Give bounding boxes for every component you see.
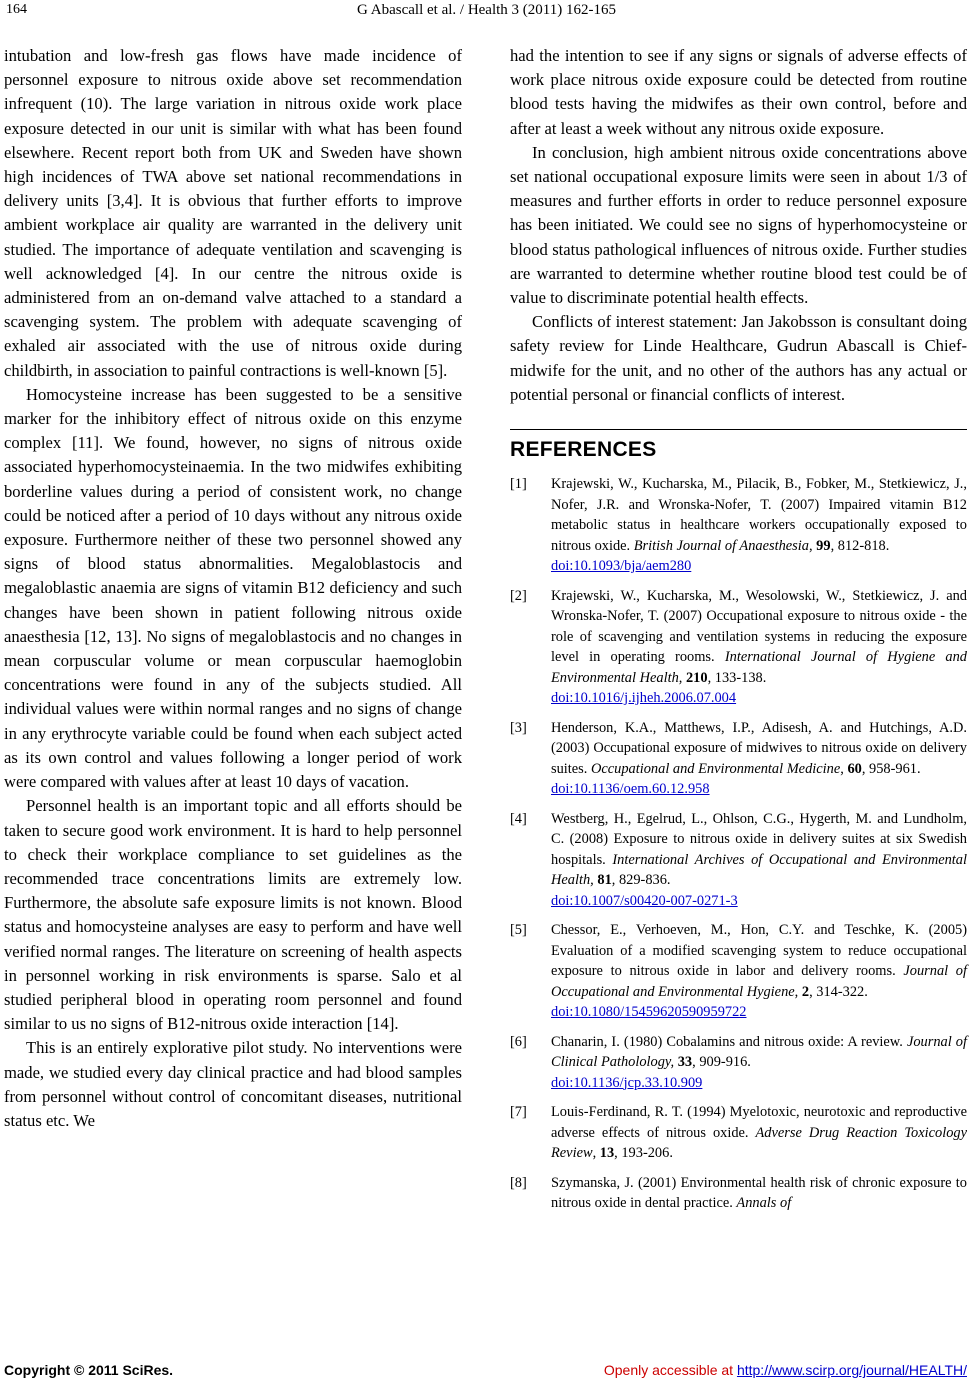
reference-item <box>510 1173 967 1214</box>
reference-text <box>551 1173 967 1214</box>
body-paragraph: Homocysteine increase has been suggested to be a sensitive marker for the inhibitory effect of nitrous oxide on this enzyme complex [11]. We found, however, no signs of nitrous oxide associated hyperhomocysteinaemia. In the two midwifes exhibiting borderline values during a period of consistent work, no change could be noticed after a period of 10 days without any nitrous oxide exposure. Furthermore neither of these two personnel showed any signs of blood status abnormalities. Megaloblastocis and megaloblastic anaemia are signs of vitamin B12 deficiency and such changes have been shown in patient following nitrous oxide anaesthesia [12, 13]. No signs of megaloblastocis and no changes in mean corpuscular volume or mean corpuscular haemoglobin concentrations were found in any of the subjects studied. All individual values were within normal ranges and no signs of change in any erythrocyte variable could be found when each subject acted as its own control and values following a longer period of work were compared with values after at least 10 days of vacation. <box>4 384 462 792</box>
reference-volume: 81 <box>597 872 612 889</box>
reference-pages: , 314-322. <box>809 983 868 1000</box>
reference-number: [7] <box>510 1104 527 1121</box>
reference-item <box>510 809 967 912</box>
footer-access-text: Openly accessible at <box>603 1362 737 1378</box>
body-paragraph: Conflicts of interest statement: Jan Jakobsson is consultant doing safety review for Linde Healthcare, Gudrun Abascall is Chief-midwife for the unit, and no other of the authors has any actual or potential personal or financial conflicts of interest. <box>510 312 967 404</box>
reference-journal: International Archives of Occupational and Environmental Health, <box>551 851 967 889</box>
reference-volume: 60 <box>847 760 862 777</box>
reference-separator: , <box>840 760 848 777</box>
reference-authors-title: Krajewski, W., Kucharska, M., Wesolowski, W., Stetkiewicz, J. and Wronska-Nofer, T. (2007) Occupational exposure to nitrous oxide - the role of scavenging and ventilation systems in reducing the exposure level in operating rooms. <box>551 587 967 666</box>
reference-pages: , 812-818. <box>830 537 890 554</box>
reference-number: [2] <box>510 587 527 604</box>
reference-number: [3] <box>510 719 527 736</box>
reference-text <box>551 920 967 1023</box>
reference-journal: International Journal of Hygiene and Environmental Health, <box>551 649 967 686</box>
reference-text <box>551 1102 967 1164</box>
reference-pages: , 909-916. <box>692 1054 751 1071</box>
reference-number: [8] <box>510 1174 527 1191</box>
reference-pages: , 829-836. <box>611 872 671 889</box>
reference-list <box>510 474 967 1214</box>
body-paragraph: Personnel health is an important topic and all efforts should be taken to secure good work environment. It is hard to help personnel to check their workplace compliance to set guidelines as the recommended trace concentrations limits are extremely low. Furthermore, the absolute safe exposure limits is not known. Blood status and homocysteine analyses are easy to perform and have well verified normal ranges. The literature on screening of health aspects in personnel working in risk environments is sparse. Salo et al studied peripheral blood in operating room personnel and found similar to us no signs of B12-nitrous oxide interaction [14]. <box>4 796 462 1034</box>
reference-text <box>551 718 967 800</box>
doi-link[interactable]: doi:10.1016/j.ijheh.2006.07.004 <box>551 690 737 707</box>
reference-authors-title: Westberg, H., Egelrud, L., Ohlson, C.G., Hygerth, M. and Lundholm, C. (2008) Exposure to nitrous oxide in delivery suites at six Swedish hospitals. <box>551 810 967 868</box>
journal-link[interactable]: http://www.scirp.org/journal/HEALTH/ <box>736 1362 967 1378</box>
reference-text <box>551 809 967 912</box>
reference-text <box>551 586 967 709</box>
doi-link[interactable]: doi:10.1093/bja/aem280 <box>551 558 692 575</box>
reference-separator: , <box>794 983 802 1000</box>
reference-item <box>510 1032 967 1094</box>
reference-separator: , <box>808 537 817 554</box>
reference-authors-title: Henderson, K.A., Matthews, I.P., Adisesh, A. and Hutchings, A.D. (2003) Occupational exposure of midwives to nitrous oxide on delivery suites. <box>551 719 967 777</box>
reference-authors-title: Louis-Ferdinand, R. T. (1994) Myelotoxic, neurotoxic and reproductive adverse effects of nitrous oxide. <box>551 1104 967 1141</box>
reference-separator: , <box>592 1145 600 1162</box>
doi-link[interactable]: doi:10.1136/jcp.33.10.909 <box>551 1074 703 1091</box>
running-head: G Abascall et al. / Health 3 (2011) 162-165 <box>357 2 616 18</box>
body-paragraph: had the intention to see if any signs or signals of adverse effects of work place nitrous oxide exposure could be detected from routine blood tests having the midwifes as their own control, before and after at least a week without any nitrous oxide exposure. <box>510 46 967 138</box>
reference-authors-title: Krajewski, W., Kucharska, M., Pilacik, B., Fobker, M., Stetkiewicz, J., Nofer, J.R. and Wronska-Nofer, T. (2007) Impaired vitamin B12 metabolic status in healthcare workers occupationally exposed to nitrous oxide. <box>551 476 967 554</box>
reference-pages: , 958-961. <box>861 760 921 777</box>
doi-link[interactable]: doi:10.1080/15459620590959722 <box>551 1004 747 1021</box>
reference-item <box>510 1102 967 1164</box>
reference-text <box>551 1032 967 1094</box>
reference-journal: Occupational and Environmental Medicine <box>590 760 841 777</box>
reference-journal: Journal of Occupational and Environmental Hygiene <box>551 963 968 1000</box>
reference-journal: Adverse Drug Reaction Toxicology Review <box>551 1124 967 1162</box>
reference-volume: 210 <box>685 669 708 686</box>
footer-access <box>604 1362 967 1378</box>
reference-volume: 13 <box>599 1145 615 1162</box>
reference-number: [6] <box>510 1033 527 1050</box>
reference-number: [5] <box>510 922 527 939</box>
footer-copyright: Copyright © 2011 SciRes. <box>4 1362 174 1378</box>
reference-pages: , 193-206. <box>614 1145 673 1162</box>
reference-volume: 33 <box>677 1054 693 1071</box>
reference-text <box>551 474 967 577</box>
left-column <box>4 44 462 1133</box>
body-paragraph: This is an entirely explorative pilot study. No interventions were made, we studied every day clinical practice and had blood samples from personnel without control of concomitant diseases, nutritional status etc. We <box>4 1038 462 1130</box>
body-paragraph: In conclusion, high ambient nitrous oxide concentrations above set national occupational exposure limits were seen in about 1/3 of measures and further efforts in order to reduce personnel exposure has been initiated. We could see no signs of hyperhomocysteine or blood status pathological influences of nitrous oxide. Further studies are warranted to determine whether routine blood test could be of value to discriminate potential health effects. <box>510 142 967 308</box>
reference-volume: 99 <box>816 537 831 554</box>
reference-item <box>510 586 967 709</box>
reference-authors-title: Chanarin, I. (1980) Cobalamins and nitrous oxide: A review. <box>551 1033 907 1050</box>
reference-number: [4] <box>510 810 527 827</box>
reference-volume: 2 <box>801 983 810 1000</box>
reference-authors-title: Szymanska, J. (2001) Environmental health risk of chronic exposure to nitrous oxide in dental practice. <box>551 1174 967 1212</box>
reference-item <box>510 920 967 1023</box>
page-number: 164 <box>6 2 27 17</box>
reference-item <box>510 718 967 800</box>
reference-pages: , 133-138. <box>707 669 767 686</box>
references-heading: REFERENCES <box>510 438 657 462</box>
reference-number: [1] <box>510 476 527 493</box>
reference-authors-title: Chessor, E., Verhoeven, M., Hon, C.Y. and Teschke, K. (2005) Evaluation of a modified scavenging system to reduce occupational exposure to nitrous oxide in labor and delivery rooms. <box>551 922 967 980</box>
section-divider <box>510 429 967 430</box>
reference-item <box>510 474 967 577</box>
body-paragraph: intubation and low-fresh gas flows have made incidence of personnel exposure to nitrous oxide above set recommendation infrequent (10). The large variation in nitrous oxide work place exposure detected in our unit is similar with what has been found elsewhere. Recent report both from UK and Sweden have shown high incidences of TWA above set national recommendations in delivery units [3,4]. It is obvious that further efforts to improve ambient workplace air quality are warranted in the delivery unit studied. The importance of adequate ventilation and scavenging is well acknowledged [4]. In our centre the nitrous oxide is administered from an on-demand valve attached to a standard a scavenging system. The problem with adequate scavenging of exhaled air associated with the use of nitrous oxide during childbirth, in association to painful contractions is well-known [5]. <box>4 46 462 380</box>
reference-journal: Annals of <box>736 1195 792 1212</box>
right-column <box>510 44 967 1223</box>
doi-link[interactable]: doi:10.1136/oem.60.12.958 <box>551 781 710 798</box>
doi-link[interactable]: doi:10.1007/s00420-007-0271-3 <box>551 892 738 909</box>
reference-journal: British Journal of Anaesthesia <box>633 537 809 554</box>
reference-journal: Journal of Clinical Patholology, <box>551 1033 967 1071</box>
